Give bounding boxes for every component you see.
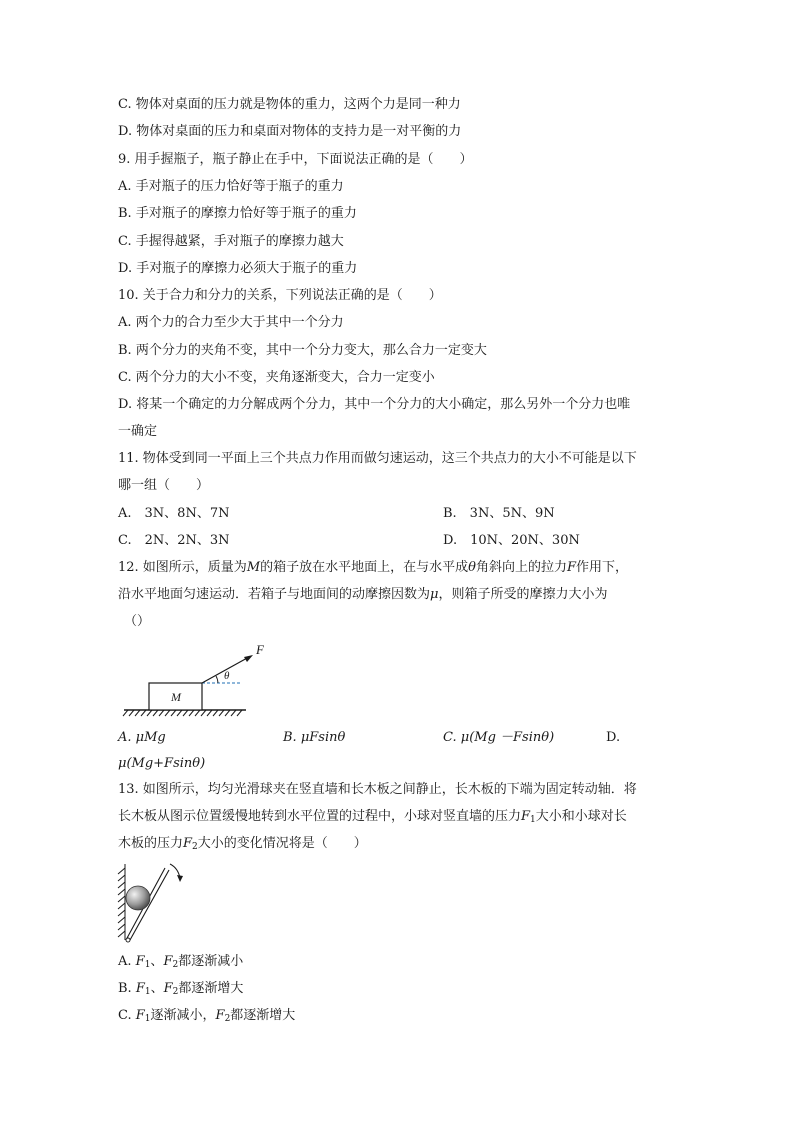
q9-option-b: B. 手对瓶子的摩擦力恰好等于瓶子的重力	[118, 206, 357, 221]
q10-option-c: C. 两个分力的大小不变，夹角逐渐变大，合力一定变小	[118, 370, 435, 385]
q12-stem-line1: 12. 如图所示，质量为M的箱子放在水平地面上，在与水平成θ角斜向上的拉力F作用下，	[118, 560, 629, 575]
q12-option-d-value: μ(Mg+Fsinθ)	[118, 756, 206, 771]
q13-option-c: C. $F_1$逐渐减小，$F_2$都逐渐增大	[118, 1008, 296, 1024]
q11-option-d: D. 10N、20N、30N	[443, 533, 580, 548]
box-label: M	[171, 690, 181, 704]
q10-option-a: A. 两个力的合力至少大于其中一个分力	[118, 315, 344, 330]
q9-option-a: A. 手对瓶子的压力恰好等于瓶子的重力	[118, 179, 344, 194]
q13-stem-line2: 长木板从图示位置缓慢地转到水平位置的过程中，小球对竖直墙的压力$F_1$大小和小球对长	[118, 809, 627, 825]
ball-wall-plank-diagram-icon	[112, 860, 192, 945]
q11-option-c: C. 2N、2N、3N	[118, 533, 230, 548]
q10-option-b: B. 两个分力的夹角不变，其中一个分力变大，那么合力一定变大	[118, 343, 487, 358]
q8-option-d: D. 物体对桌面的压力和桌面对物体的支持力是一对平衡的力	[118, 124, 462, 139]
q13-stem-line1: 13. 如图所示，均匀光滑球夹在竖直墙和长木板之间静止，长木板的下端为固定转动轴．将	[118, 782, 637, 797]
q10-stem: 10. 关于合力和分力的关系，下列说法正确的是（ ）	[118, 288, 442, 303]
q8-option-c: C. 物体对桌面的压力就是物体的重力，这两个力是同一种力	[118, 97, 461, 112]
q12-option-a: A. μMg	[118, 730, 166, 745]
q9-option-d: D. 手对瓶子的摩擦力必须大于瓶子的重力	[118, 261, 358, 276]
q9-option-c: C. 手握得越紧，手对瓶子的摩擦力越大	[118, 234, 344, 249]
box-on-ground-diagram-icon	[120, 640, 280, 720]
q12-option-d: D.	[606, 730, 621, 745]
q11-option-a: A. 3N、8N、7N	[118, 506, 230, 521]
q9-stem: 9. 用手握瓶子，瓶子静止在手中，下面说法正确的是（ ）	[118, 152, 473, 167]
q13-option-b: B. $F_1$、$F_2$都逐渐增大	[118, 981, 244, 997]
q10-option-d-line1: D. 将某一个确定的力分解成两个分力，其中一个分力的大小确定，那么另外一个分力也唯	[118, 397, 631, 412]
q12-stem-line3: （）	[124, 614, 151, 629]
q10-option-d-line2: 一确定	[118, 424, 158, 439]
q13-stem-line3: 木板的压力$F_2$大小的变化情况将是（ ）	[118, 836, 367, 852]
force-label: F	[256, 642, 264, 657]
q11-stem-line2: 哪一组（ ）	[118, 478, 210, 493]
angle-label: θ	[224, 670, 230, 682]
q11-option-b: B. 3N、5N、9N	[443, 506, 555, 521]
q12-stem-line2: 沿水平地面匀速运动．若箱子与地面间的动摩擦因数为μ，则箱子所受的摩擦力大小为	[118, 587, 608, 602]
q12-option-c: C. μ(Mg －Fsinθ)	[443, 730, 555, 745]
q12-option-b: B. μFsinθ	[283, 730, 346, 745]
q11-stem-line1: 11. 物体受到同一平面上三个共点力作用而做匀速运动，这三个共点力的大小不可能是以下	[118, 451, 637, 466]
q13-option-a: A. $F_1$、$F_2$都逐渐减小	[118, 954, 244, 970]
